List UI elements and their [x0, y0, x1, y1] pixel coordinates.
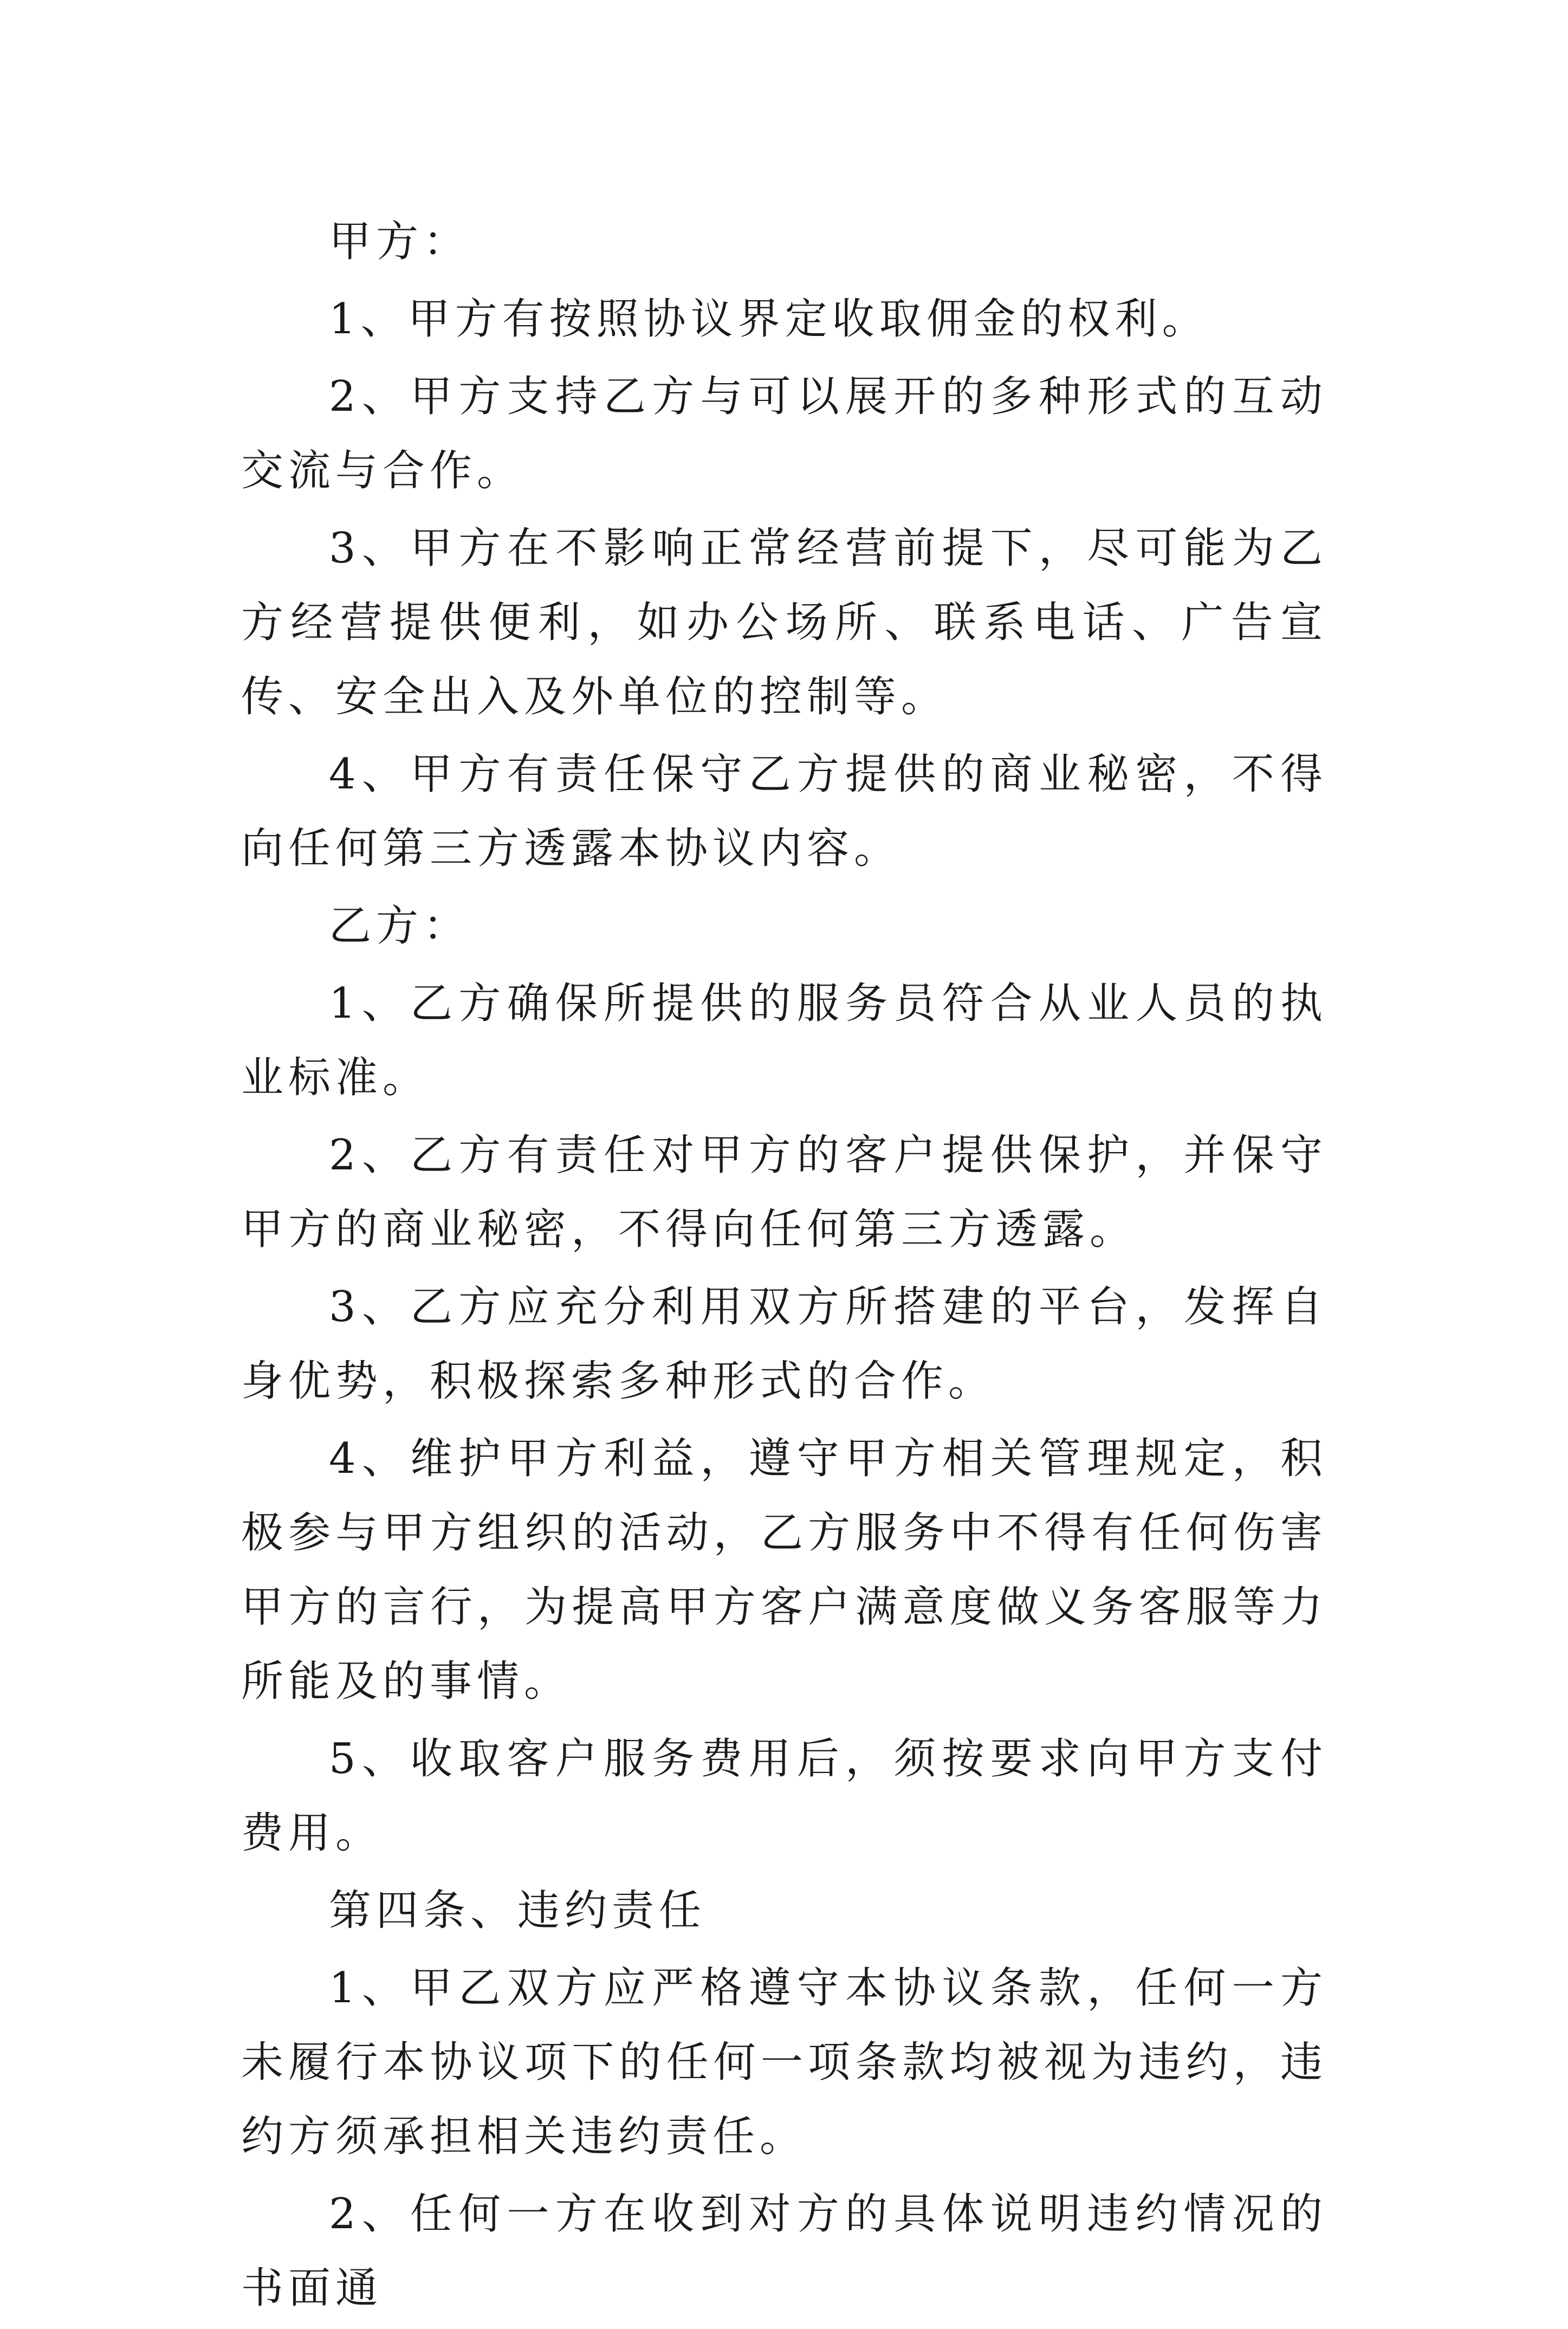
- party-b-clause-3: 3、乙方应充分利用双方所搭建的平台，发挥自身优势，积极探索多种形式的合作。: [241, 1283, 1327, 1406]
- document-body: [241, 205, 1327, 2329]
- party-a-clause-2: 2、甲方支持乙方与可以展开的多种形式的互动交流与合作。: [241, 372, 1327, 495]
- breach-clause-1: 1、甲乙双方应严格遵守本协议条款，任何一方未履行本协议项下的任何一项条款均被视为违约，违约方须承担相关违约责任。: [241, 1964, 1327, 2161]
- breach-clause-2: 2、任何一方在收到对方的具体说明违约情况的书面通: [241, 2190, 1327, 2313]
- party-a-heading: 甲方：: [329, 217, 471, 266]
- party-b-clause-1: 1、乙方确保所提供的服务员符合从业人员的执业标准。: [241, 979, 1327, 1102]
- article-4-heading: 第四条、违约责任: [329, 1886, 707, 1935]
- party-a-clause-3: 3、甲方在不影响正常经营前提下，尽可能为乙方经营提供便利，如办公场所、联系电话、广告宣传、安全出入及外单位的控制等。: [241, 524, 1327, 721]
- party-b-heading: 乙方：: [329, 902, 471, 950]
- party-b-clause-2: 2、乙方有责任对甲方的客户提供保护，并保守甲方的商业秘密，不得向任何第三方透露。: [241, 1131, 1327, 1254]
- party-b-clause-4: 4、维护甲方利益，遵守甲方相关管理规定，积极参与甲方组织的活动，乙方服务中不得有任何伤害甲方的言行，为提高甲方客户满意度做义务客服等力所能及的事情。: [241, 1434, 1327, 1706]
- party-a-clause-4: 4、甲方有责任保守乙方提供的商业秘密，不得向任何第三方透露本协议内容。: [241, 750, 1327, 873]
- party-b-clause-5: 5、收取客户服务费用后，须按要求向甲方支付费用。: [241, 1735, 1327, 1858]
- party-a-clause-1: 1、甲方有按照协议界定收取佣金的权利。: [329, 295, 1209, 344]
